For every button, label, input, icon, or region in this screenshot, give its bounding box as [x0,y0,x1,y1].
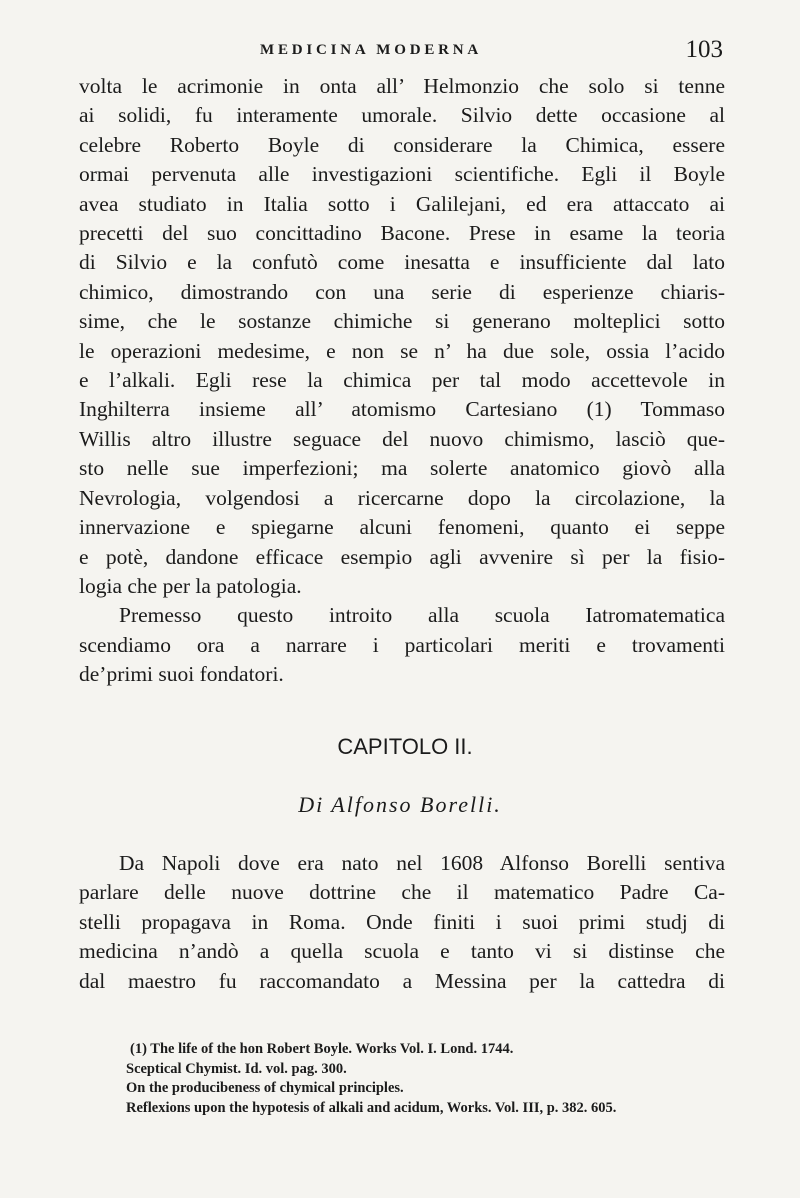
chapter-body [79,849,725,996]
chapter-subtitle: Di Alfonso Borelli. [298,792,502,817]
text-line: sto nelle sue imperfezioni; ma solerte anatomico giovò alla [79,456,725,481]
text-line: Willis altro illustre seguace del nuovo chimismo, lasciò que- [79,426,725,451]
text-line: volta le acrimonie in onta all’ Helmonzio che solo si tenne [79,74,725,98]
text-line: Da Napoli dove era nato nel 1608 Alfonso Borelli sentiva [119,851,725,875]
footnotes [126,1040,726,1119]
text-line: dal maestro fu raccomandato a Messina per la cattedra di [79,968,725,993]
text-line: innervazione e spiegarne alcuni fenomeni, quanto ei seppe [79,515,725,540]
footnote-line: Sceptical Chymist. Id. vol. pag. 300. [126,1060,347,1077]
running-head: MEDICINA MODERNA [260,42,483,58]
text-line: medicina n’andò a quella scuola e tanto vi si distinse che [79,939,725,964]
text-line: e potè, dandone efficace esempio agli avvenire sì per la fisio- [79,544,725,569]
body-paragraphs [79,72,725,690]
page-number: 103 [685,36,723,63]
text-line: parlare delle nuove dottrine che il matematico Padre Ca- [79,880,725,905]
text-line: precetti del suo concittadino Bacone. Prese in esame la teoria [79,221,725,246]
text-line: di Silvio e la confutò come inesatta e insufficiente dal lato [79,250,725,275]
text-line: logia che per la patologia. [79,573,302,598]
text-line: Nevrologia, volgendosi a ricercarne dopo la circolazione, la [79,485,725,510]
text-line: scendiamo ora a narrare i particolari meriti e trovamenti [79,632,725,657]
chapter-title: CAPITOLO II. [337,734,473,759]
text-line: avea studiato in Italia sotto i Galilejani, ed era attaccato ai [79,191,725,216]
footnote-line: On the producibeness of chymical principles. [126,1080,404,1097]
text-line: de’primi suoi fondatori. [79,662,284,687]
text-line: e l’alkali. Egli rese la chimica per tal modo accettevole in [79,368,725,393]
text-line: stelli propagava in Roma. Onde finiti i suoi primi studj di [79,909,725,934]
page-header [80,36,725,68]
footnote-line: (1) The life of the hon Robert Boyle. Works Vol. I. Lond. 1744. [130,1041,514,1057]
text-line: Inghilterra insieme all’ atomismo Cartesiano (1) Tommaso [79,397,725,422]
text-line: sime, che le sostanze chimiche si generano molteplici sotto [79,309,725,334]
text-line: celebre Roberto Boyle di considerare la Chimica, essere [79,132,725,157]
text-line: le operazioni medesime, e non se n’ ha due sole, ossia l’acido [79,338,725,363]
text-line: ai solidi, fu interamente umorale. Silvio dette occasione al [79,103,725,128]
text-line: Premesso questo introito alla scuola Iatromatematica [119,603,725,628]
text-line: ormai pervenuta alle investigazioni scientifiche. Egli il Boyle [79,162,725,187]
text-line: chimico, dimostrando con una serie di esperienze chiaris- [79,279,725,304]
footnote-line: Reflexions upon the hypotesis of alkali and acidum, Works. Vol. III, p. 382. 605. [126,1100,617,1117]
